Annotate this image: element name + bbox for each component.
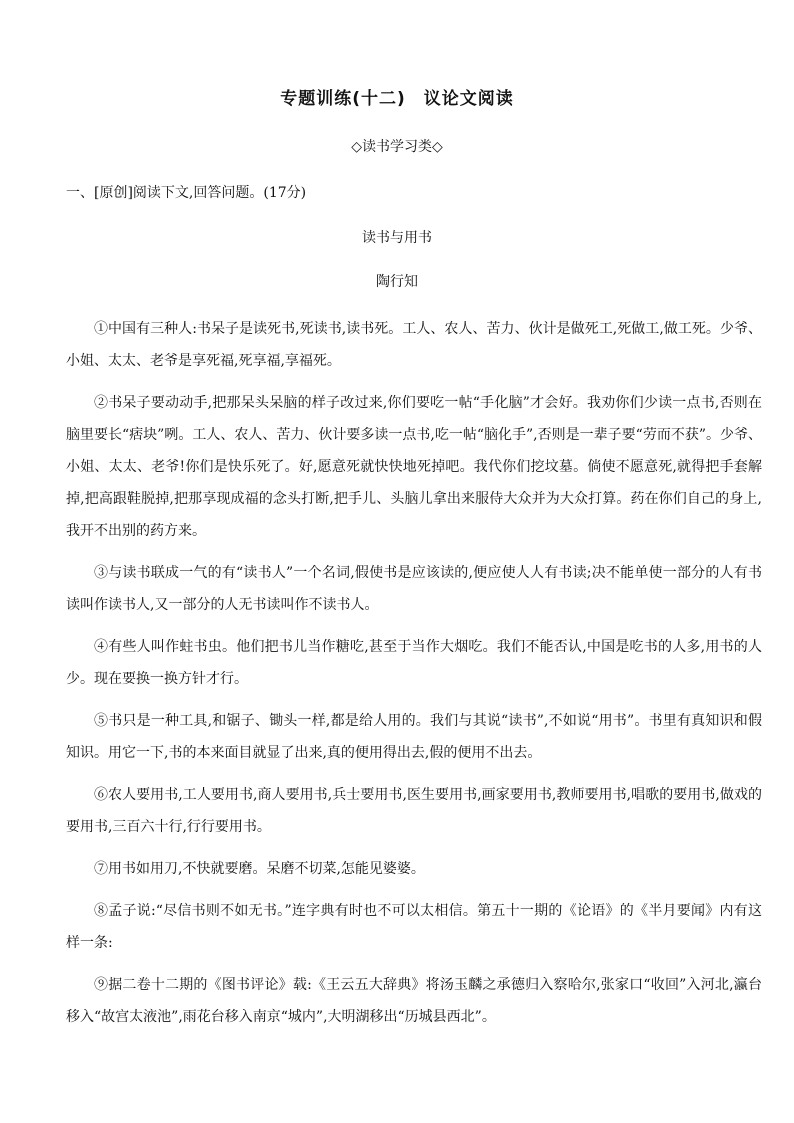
paragraph-7: ⑦用书如用刀,不快就要磨。呆磨不切菜,怎能见婆婆。 bbox=[94, 861, 425, 877]
article-title: 读书与用书 bbox=[362, 230, 432, 246]
paragraph-4: ④有些人叫作蛀书虫。他们把书儿当作糖吃,甚至于当作大烟吃。我们不能否认,中国是吃书的人多,用书的人少。现在要换一换方针才行。 bbox=[66, 639, 762, 687]
paragraph-5: ⑤书只是一种工具,和锯子、锄头一样,都是给人用的。我们与其说“读书”,不如说“用书”。书里有真知识和假知识。用它一下,书的本来面目就显了出来,真的便用得出去,假的便用不出去。 bbox=[66, 713, 762, 761]
article-author: 陶行知 bbox=[376, 274, 418, 290]
question-heading: 一、[原创]阅读下文,回答问题。(17分) bbox=[66, 185, 307, 201]
paragraph-8: ⑧孟子说:“尽信书则不如无书。”连字典有时也不可以太相信。第五十一期的《论语》的《半月要闻》内有这样一条: bbox=[66, 903, 762, 951]
section-subtitle: ◇读书学习类◇ bbox=[351, 139, 443, 155]
paragraph-2: ②书呆子要动动手,把那呆头呆脑的样子改过来,你们要吃一帖“手化脑”才会好。我劝你们少读一点书,否则在脑里要长“痞块”咧。工人、农人、苦力、伙计要多读一点书,吃一帖“脑化手”,否则是一辈子要“劳而不获”。少爷、小姐、太太、老爷!你们是快乐死了。好,愿意死就快快地死掉吧。我代你们挖坟墓。倘使不愿意死,就得把手套解掉,把高跟鞋脱掉,把那享现成福的念头打断,把手儿、头脑儿拿出来服侍大众并为大众打算。药在你们自己的身上,我开不出别的药方来。 bbox=[66, 395, 762, 539]
paragraph-6: ⑥农人要用书,工人要用书,商人要用书,兵士要用书,医生要用书,画家要用书,教师要用书,唱歌的要用书,做戏的要用书,三百六十行,行行要用书。 bbox=[66, 787, 762, 835]
paragraph-1: ①中国有三种人:书呆子是读死书,死读书,读书死。工人、农人、苦力、伙计是做死工,死做工,做工死。少爷、小姐、太太、老爷是享死福,死享福,享福死。 bbox=[66, 321, 762, 369]
page-title: 专题训练(十二) 议论文阅读 bbox=[280, 89, 514, 109]
article-body bbox=[66, 313, 762, 1043]
paragraph-3: ③与读书联成一气的有“读书人”一个名词,假使书是应该读的,便应使人人有书读;决不能单使一部分的人有书读叫作读书人,又一部分的人无书读叫作不读书人。 bbox=[66, 565, 762, 613]
paragraph-9: ⑨据二卷十二期的《图书评论》载:《王云五大辞典》将汤玉麟之承德归入察哈尔,张家口“收回”入河北,瀛台移入“故宫太液池”,雨花台移入南京“城内”,大明湖移出“历城县西北”。 bbox=[66, 977, 762, 1025]
